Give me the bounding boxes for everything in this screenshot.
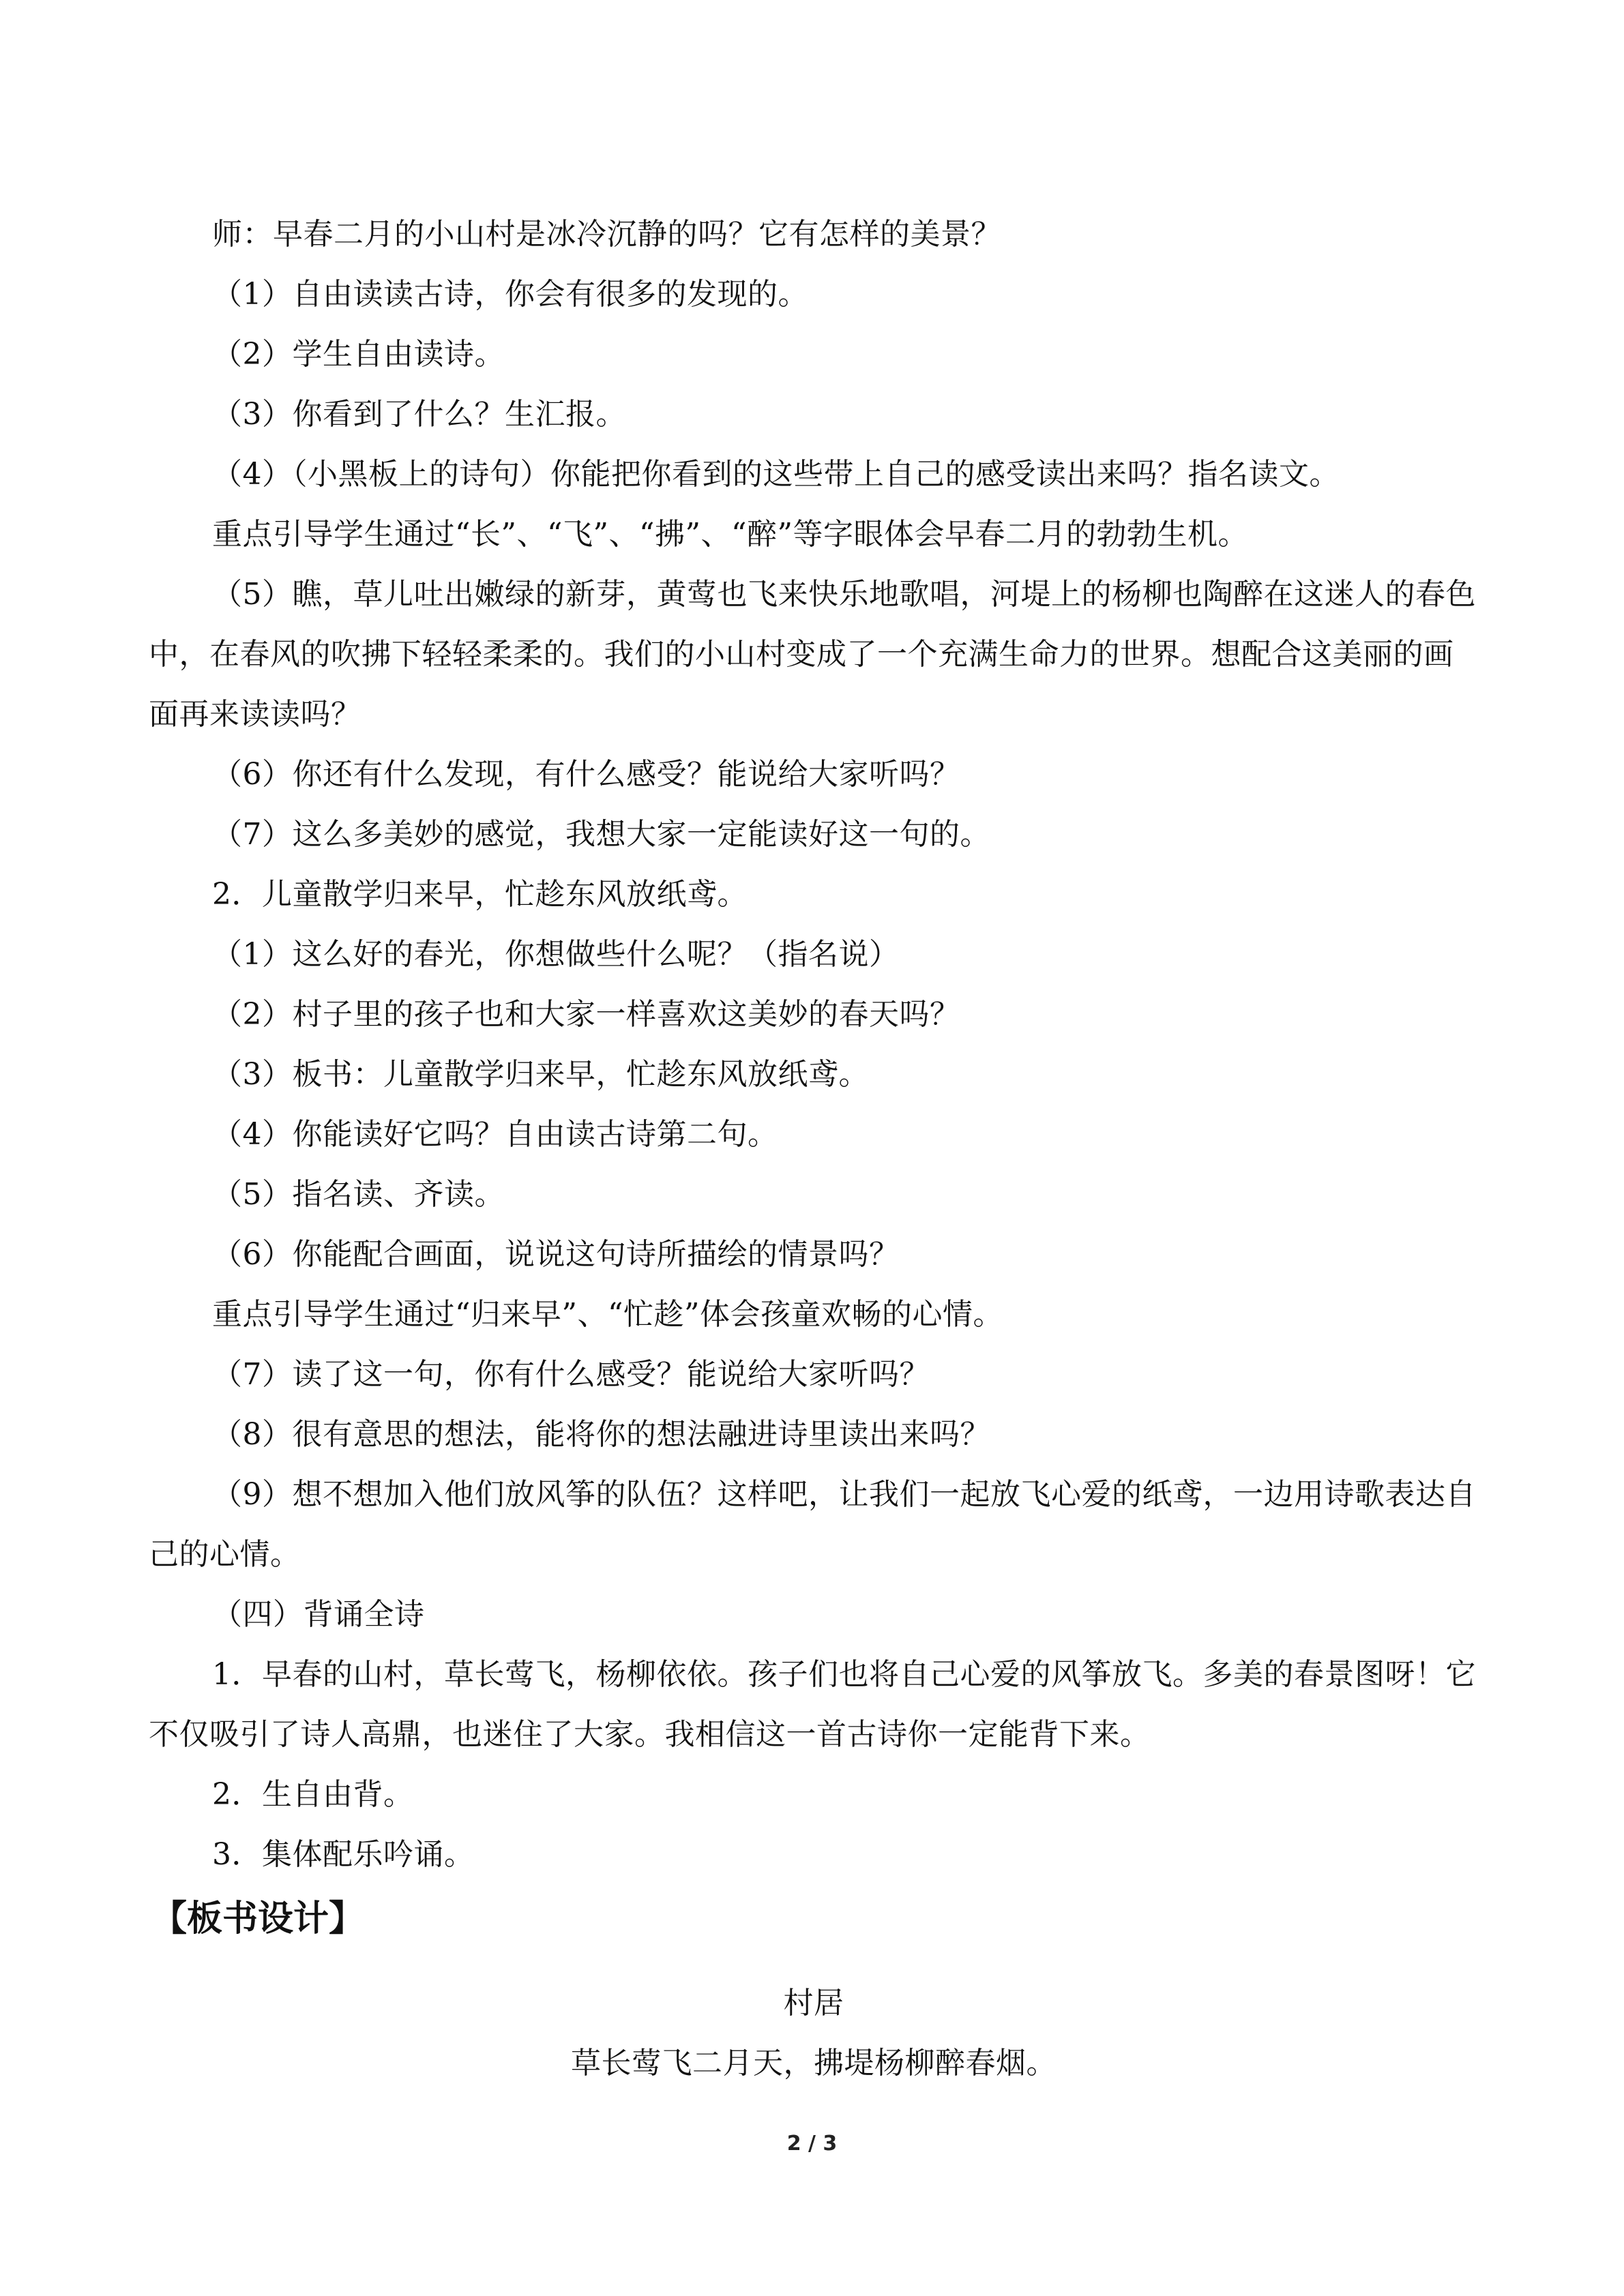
paragraph: 1．早春的山村，草长莺飞，杨柳依依。孩子们也将自己心爱的风筝放飞。多美的春景图呀！它不仅吸引了诗人高鼎，也迷住了大家。我相信这一首古诗你一定能背下来。 [149,1657,1476,1752]
paragraph: （6）你能配合画面，说说这句诗所描绘的情景吗？ [212,1237,900,1272]
board-line: 草长莺飞二月天，拂堤杨柳醉春烟。 [571,2046,1057,2081]
paragraph: （四）背诵全诗 [212,1597,425,1632]
paragraph: （6）你还有什么发现，有什么感受？能说给大家听吗？ [212,757,960,792]
document-body [149,205,1479,2093]
paragraph: （4）你能读好它吗？自由读古诗第二句。 [212,1117,778,1152]
paragraph: （5）瞧，草儿吐出嫩绿的新芽，黄莺也飞来快乐地歌唱，河堤上的杨柳也陶醉在这迷人的春色中，在春风的吹拂下轻轻柔柔的。我们的小山村变成了一个充满生命力的世界。想配合这美丽的画面再来读读吗？ [149,577,1476,732]
paragraph: （5）指名读、齐读。 [212,1177,505,1212]
paragraph: 重点引导学生通过“长”、“飞”、“拂”、“醉”等字眼体会早春二月的勃勃生机。 [212,517,1248,552]
board-design [149,1973,1479,2093]
page-number: 2 / 3 [786,2132,838,2156]
paragraph: （1）这么好的春光，你想做些什么呢？（指名说） [212,937,900,972]
board-title: 村居 [783,1986,844,2021]
paragraph: 重点引导学生通过“归来早”、“忙趁”体会孩童欢畅的心情。 [212,1297,1003,1332]
paragraph: （3）你看到了什么？生汇报。 [212,397,626,432]
paragraph: （7）读了这一句，你有什么感受？能说给大家听吗？ [212,1357,930,1392]
paragraph: （3）板书：儿童散学归来早，忙趁东风放纸鸢。 [212,1057,869,1092]
paragraph: 3．集体配乐吟诵。 [212,1837,475,1872]
paragraph: （2）学生自由读诗。 [212,337,505,372]
paragraph: （9）想不想加入他们放风筝的队伍？这样吧，让我们一起放飞心爱的纸鸢，一边用诗歌表达自己的心情。 [149,1477,1476,1572]
paragraph: （2）村子里的孩子也和大家一样喜欢这美妙的春天吗？ [212,997,960,1032]
paragraph: 2．生自由背。 [212,1777,414,1812]
section-heading: 【板书设计】 [151,1898,365,1939]
paragraph: 2．儿童散学归来早，忙趁东风放纸鸢。 [212,877,748,912]
paragraph: （7）这么多美妙的感觉，我想大家一定能读好这一句的。 [212,817,990,852]
paragraph: （8）很有意思的想法，能将你的想法融进诗里读出来吗？ [212,1417,990,1452]
paragraph: 师：早春二月的小山村是冰冷沉静的吗？它有怎样的美景？ [212,217,1001,252]
paragraph: （4）（小黑板上的诗句）你能把你看到的这些带上自己的感受读出来吗？指名读文。 [212,457,1340,492]
paragraph: （1）自由读读古诗，你会有很多的发现的。 [212,277,808,312]
